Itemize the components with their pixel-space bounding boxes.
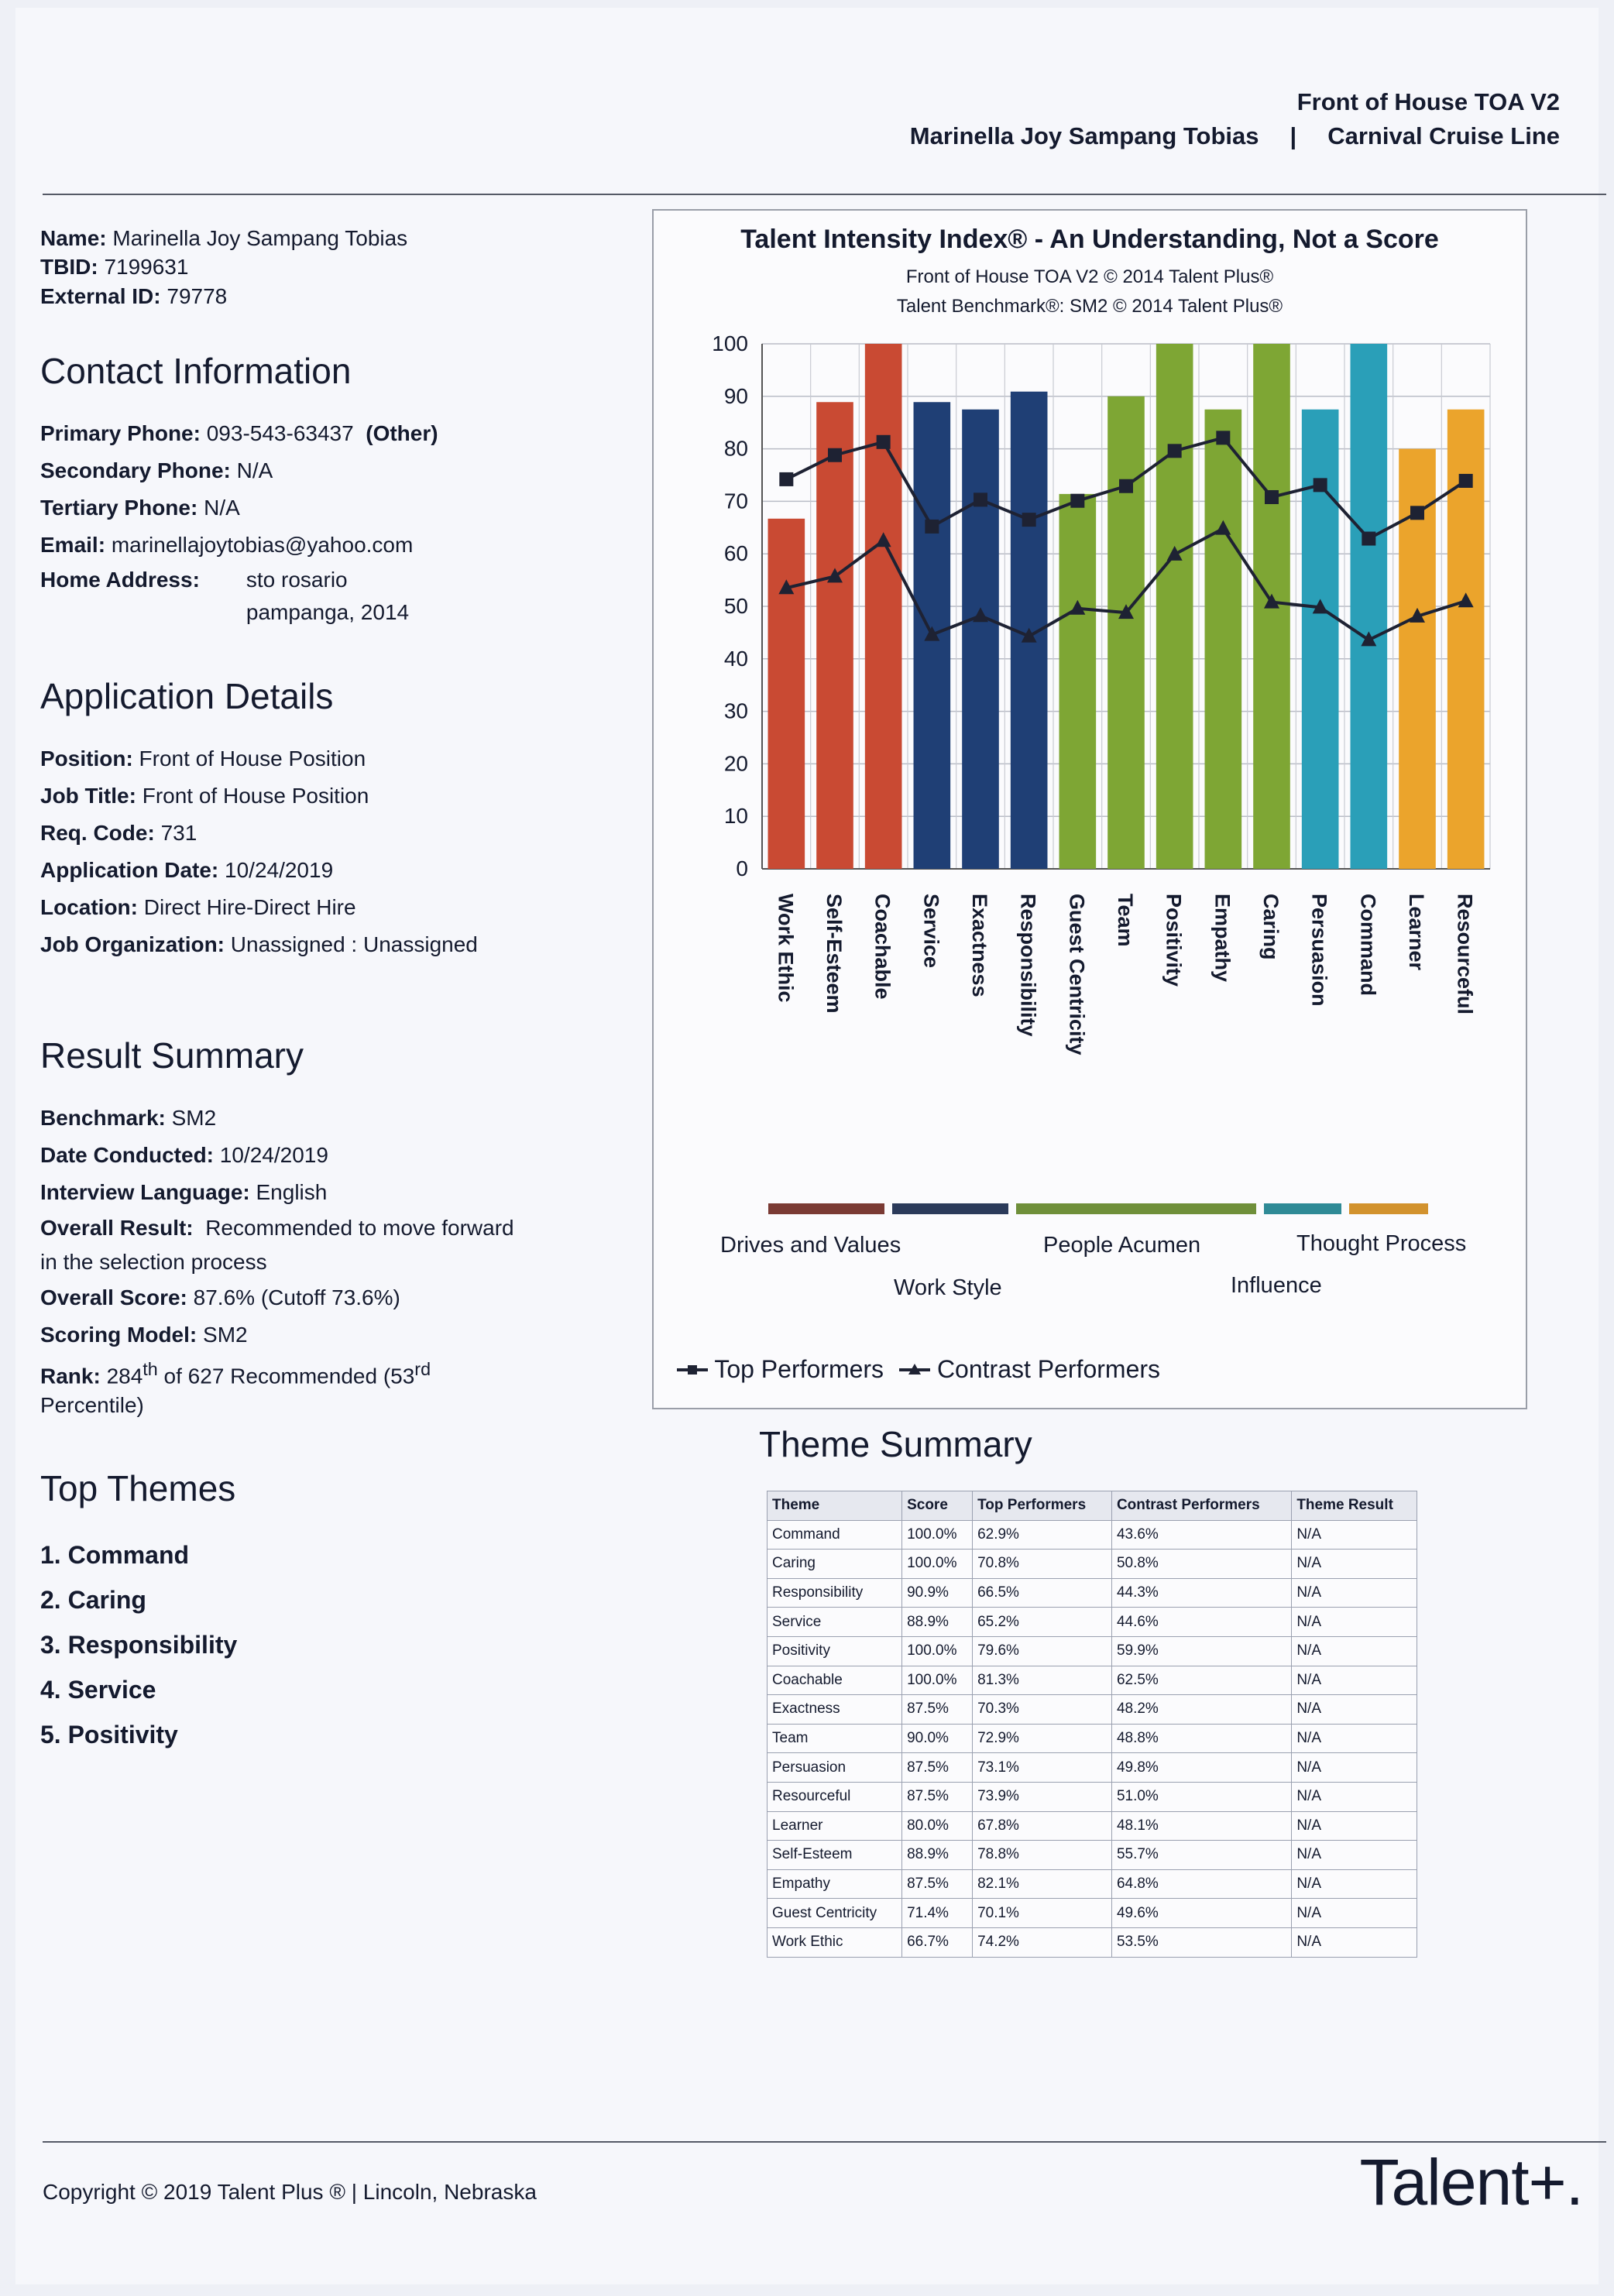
- top-performers-point: [779, 472, 793, 486]
- tertiary-phone-row: Tertiary Phone: N/A: [40, 496, 240, 520]
- table-cell: 44.3%: [1111, 1578, 1291, 1608]
- group-legend-label: Drives and Values: [720, 1233, 901, 1258]
- top-performers-point: [1265, 490, 1279, 504]
- x-tick-label: Exactness: [968, 894, 991, 997]
- top-performers-point: [1168, 444, 1182, 458]
- table-cell: Learner: [768, 1811, 902, 1841]
- company-name: Carnival Cruise Line: [1327, 122, 1560, 149]
- table-row: [768, 1724, 1417, 1753]
- table-row: [768, 1695, 1417, 1725]
- y-tick-label: 70: [723, 489, 748, 513]
- table-cell: N/A: [1292, 1753, 1417, 1783]
- candidate-name-header: Marinella Joy Sampang Tobias: [909, 122, 1259, 149]
- chart-subtitle-assessment: Front of House TOA V2 © 2014 Talent Plus®: [905, 266, 1274, 287]
- top-performers-point: [974, 492, 987, 506]
- top-theme-item: 2. Caring: [40, 1586, 146, 1615]
- chart-title: Talent Intensity Index® - An Understanding, Not a Score: [740, 225, 1439, 254]
- external-id-row: External ID: 79778: [40, 284, 228, 308]
- table-cell: Team: [768, 1724, 902, 1753]
- table-cell: N/A: [1292, 1695, 1417, 1725]
- table-cell: 55.7%: [1111, 1841, 1291, 1870]
- group-legend-bar: [892, 1203, 1008, 1214]
- top-performers-point: [1216, 431, 1230, 444]
- benchmark-row: Benchmark: SM2: [40, 1106, 217, 1130]
- footer-copyright: Copyright © 2019 Talent Plus ® | Lincoln, Nebraska: [43, 2180, 537, 2204]
- table-cell: 66.7%: [902, 1927, 973, 1957]
- bar: [768, 519, 805, 869]
- top-performers-point: [1362, 532, 1375, 546]
- table-row: [768, 1636, 1417, 1666]
- top-theme-item: 4. Service: [40, 1676, 156, 1704]
- table-cell: 87.5%: [902, 1869, 973, 1899]
- table-cell: 71.4%: [902, 1899, 973, 1928]
- table-cell: N/A: [1292, 1927, 1417, 1957]
- triangle-marker-icon: [899, 1362, 930, 1378]
- table-row: [768, 1782, 1417, 1811]
- table-cell: 100.0%: [902, 1550, 973, 1579]
- table-cell: 43.6%: [1111, 1520, 1291, 1550]
- application-date-row: Application Date: 10/24/2019: [40, 858, 334, 882]
- x-tick-label: Learner: [1405, 894, 1428, 971]
- table-cell: Work Ethic: [768, 1927, 902, 1957]
- x-tick-label: Service: [919, 894, 943, 969]
- bar: [865, 344, 902, 869]
- table-cell: 100.0%: [902, 1666, 973, 1695]
- x-tick-label: Resourceful: [1453, 894, 1477, 1015]
- group-legend-label: Thought Process: [1296, 1231, 1467, 1256]
- contact-title: Contact Information: [40, 351, 352, 391]
- bar: [1351, 344, 1388, 869]
- table-cell: Caring: [768, 1550, 902, 1579]
- table-cell: 49.8%: [1111, 1753, 1291, 1783]
- legend-contrast-performers: [899, 1355, 1160, 1384]
- name-row: Name: Marinella Joy Sampang Tobias: [40, 226, 408, 250]
- top-performers-point: [925, 520, 939, 534]
- table-header-cell: Contrast Performers: [1111, 1491, 1291, 1521]
- top-performers-point: [1070, 494, 1084, 508]
- top-themes-title: Top Themes: [40, 1468, 236, 1509]
- table-cell: 88.9%: [902, 1608, 973, 1637]
- rank-percentile: Percentile): [40, 1393, 144, 1418]
- table-header-cell: Top Performers: [973, 1491, 1112, 1521]
- table-row: [768, 1550, 1417, 1579]
- table-cell: 65.2%: [973, 1608, 1112, 1637]
- location-row: Location: Direct Hire-Direct Hire: [40, 895, 356, 919]
- date-conducted-row: Date Conducted: 10/24/2019: [40, 1143, 328, 1167]
- y-tick-label: 30: [723, 698, 748, 723]
- table-cell: 44.6%: [1111, 1608, 1291, 1637]
- table-row: [768, 1666, 1417, 1695]
- table-cell: 48.1%: [1111, 1811, 1291, 1841]
- footer-rule: [43, 2141, 1606, 2143]
- table-header-cell: Theme Result: [1292, 1491, 1417, 1521]
- table-row: [768, 1520, 1417, 1550]
- table-cell: N/A: [1292, 1666, 1417, 1695]
- header-rule: [43, 194, 1606, 195]
- table-row: [768, 1869, 1417, 1899]
- top-themes-list: [40, 1532, 613, 1757]
- talent-intensity-chart: [652, 209, 1527, 1409]
- table-cell: N/A: [1292, 1608, 1417, 1637]
- top-performers-point: [1459, 474, 1473, 488]
- table-cell: 64.8%: [1111, 1869, 1291, 1899]
- top-performers-point: [1119, 479, 1133, 493]
- top-performers-point: [1022, 513, 1036, 527]
- legend-contrast-performers-label: Contrast Performers: [936, 1355, 1161, 1383]
- table-cell: 62.5%: [1111, 1666, 1291, 1695]
- table-row: [768, 1578, 1417, 1608]
- x-tick-label: Caring: [1259, 894, 1283, 960]
- primary-phone-row: Primary Phone: 093-543-63437 (Other): [40, 421, 438, 445]
- table-row: [768, 1753, 1417, 1783]
- table-cell: 78.8%: [973, 1841, 1112, 1870]
- table-cell: Empathy: [768, 1869, 902, 1899]
- email-row: Email: marinellajoytobias@yahoo.com: [40, 533, 414, 557]
- table-cell: Resourceful: [768, 1782, 902, 1811]
- table-cell: N/A: [1292, 1636, 1417, 1666]
- chart-plot: [654, 211, 1526, 1408]
- table-cell: Positivity: [768, 1636, 902, 1666]
- table-cell: N/A: [1292, 1724, 1417, 1753]
- table-cell: 67.8%: [973, 1811, 1112, 1841]
- scoring-model-row: Scoring Model: SM2: [40, 1323, 248, 1347]
- bar: [1059, 494, 1097, 869]
- top-performers-point: [1314, 478, 1327, 492]
- table-cell: 87.5%: [902, 1782, 973, 1811]
- job-title-row: Job Title: Front of House Position: [40, 784, 369, 808]
- x-tick-label: Command: [1356, 894, 1380, 997]
- y-tick-label: 0: [736, 856, 748, 880]
- job-organization-row: Job Organization: Unassigned : Unassigned: [40, 932, 478, 956]
- application-title: Application Details: [40, 676, 334, 716]
- legend-top-performers-label: Top Performers: [714, 1355, 884, 1383]
- table-cell: N/A: [1292, 1550, 1417, 1579]
- table-header-cell: Score: [902, 1491, 973, 1521]
- language-row: Interview Language: English: [40, 1180, 328, 1204]
- chart-subtitle-benchmark: Talent Benchmark®: SM2 © 2014 Talent Plus®: [896, 296, 1283, 317]
- table-cell: 72.9%: [973, 1724, 1112, 1753]
- table-cell: 53.5%: [1111, 1927, 1291, 1957]
- table-cell: 49.6%: [1111, 1899, 1291, 1928]
- performer-legend: [677, 1355, 1160, 1384]
- top-performers-point: [828, 448, 842, 462]
- table-cell: 66.5%: [973, 1578, 1112, 1608]
- y-tick-label: 10: [723, 804, 748, 829]
- table-cell: 100.0%: [902, 1636, 973, 1666]
- result-title: Result Summary: [40, 1035, 304, 1076]
- table-cell: 50.8%: [1111, 1550, 1291, 1579]
- table-cell: 74.2%: [973, 1927, 1112, 1957]
- table-cell: 62.9%: [973, 1520, 1112, 1550]
- square-marker-icon: [677, 1362, 708, 1378]
- x-tick-label: Self-Esteem: [822, 894, 846, 1014]
- theme-summary-title: Theme Summary: [759, 1424, 1032, 1464]
- group-legend-bar: [768, 1203, 884, 1214]
- report-header: [910, 85, 1560, 153]
- x-tick-label: Responsibility: [1016, 894, 1040, 1037]
- table-cell: N/A: [1292, 1841, 1417, 1870]
- header-separator: |: [1289, 122, 1297, 149]
- table-cell: Responsibility: [768, 1578, 902, 1608]
- table-cell: 51.0%: [1111, 1782, 1291, 1811]
- table-cell: 73.1%: [973, 1753, 1112, 1783]
- table-cell: N/A: [1292, 1782, 1417, 1811]
- secondary-phone-row: Secondary Phone: N/A: [40, 458, 273, 482]
- bar: [816, 402, 853, 869]
- bar: [1156, 344, 1193, 869]
- y-tick-label: 50: [723, 594, 748, 618]
- table-cell: 70.3%: [973, 1695, 1112, 1725]
- table-cell: Command: [768, 1520, 902, 1550]
- y-tick-label: 80: [723, 436, 748, 461]
- x-tick-label: Persuasion: [1307, 894, 1331, 1007]
- group-legend-label: Work Style: [894, 1275, 1002, 1300]
- y-tick-label: 100: [712, 331, 748, 355]
- address-row: Home Address: sto rosario pampanga, 2014: [40, 568, 410, 624]
- legend-top-performers: [677, 1355, 884, 1384]
- x-tick-label: Positivity: [1162, 894, 1186, 987]
- table-cell: 81.3%: [973, 1666, 1112, 1695]
- table-cell: 48.2%: [1111, 1695, 1291, 1725]
- top-theme-item: 3. Responsibility: [40, 1631, 238, 1659]
- x-tick-label: Coachable: [871, 894, 895, 1000]
- y-tick-label: 20: [723, 751, 748, 776]
- table-cell: N/A: [1292, 1578, 1417, 1608]
- top-performers-point: [877, 435, 891, 449]
- position-row: Position: Front of House Position: [40, 746, 366, 770]
- table-row: [768, 1899, 1417, 1928]
- y-tick-label: 40: [723, 646, 748, 671]
- table-cell: N/A: [1292, 1899, 1417, 1928]
- group-legend-label: People Acumen: [1043, 1233, 1201, 1258]
- table-cell: 70.8%: [973, 1550, 1112, 1579]
- table-cell: 87.5%: [902, 1695, 973, 1725]
- table-cell: 90.9%: [902, 1578, 973, 1608]
- overall-result-row: Overall Result: Recommended to move forward in the selection process: [40, 1216, 514, 1274]
- candidate-details: [40, 225, 613, 1757]
- tbid-row: TBID: 7199631: [40, 255, 189, 279]
- table-cell: Guest Centricity: [768, 1899, 902, 1928]
- top-theme-item: 5. Positivity: [40, 1721, 178, 1749]
- table-cell: 87.5%: [902, 1753, 973, 1783]
- table-row: [768, 1608, 1417, 1637]
- table-cell: N/A: [1292, 1811, 1417, 1841]
- table-cell: Service: [768, 1608, 902, 1637]
- table-cell: 59.9%: [1111, 1636, 1291, 1666]
- table-cell: Self-Esteem: [768, 1841, 902, 1870]
- top-theme-item: 1. Command: [40, 1541, 190, 1570]
- x-tick-label: Guest Centricity: [1065, 894, 1089, 1055]
- table-cell: 80.0%: [902, 1811, 973, 1841]
- table-cell: Exactness: [768, 1695, 902, 1725]
- group-legend-bar: [1264, 1203, 1341, 1214]
- assessment-name: Front of House TOA V2: [1296, 88, 1560, 115]
- table-cell: 79.6%: [973, 1636, 1112, 1666]
- table-cell: N/A: [1292, 1869, 1417, 1899]
- table-row: [768, 1927, 1417, 1957]
- y-tick-label: 60: [723, 541, 748, 566]
- overall-score-row: Overall Score: 87.6% (Cutoff 73.6%): [40, 1285, 400, 1309]
- rank-row: Rank: 284th of 627 Recommended (53rd: [40, 1359, 431, 1388]
- theme-summary-table: [767, 1491, 1417, 1958]
- table-cell: Persuasion: [768, 1753, 902, 1783]
- x-tick-label: Team: [1114, 894, 1137, 947]
- group-legend-bar: [1349, 1203, 1428, 1214]
- table-cell: 48.8%: [1111, 1724, 1291, 1753]
- top-performers-point: [1410, 506, 1424, 520]
- table-header-cell: Theme: [768, 1491, 902, 1521]
- table-cell: 73.9%: [973, 1782, 1112, 1811]
- theme-summary-header-row: [768, 1491, 1417, 1521]
- x-tick-label: Work Ethic: [774, 894, 798, 1003]
- bar: [1107, 396, 1145, 869]
- bar: [962, 410, 999, 869]
- y-tick-label: 90: [723, 383, 748, 408]
- x-tick-label: Empathy: [1210, 894, 1235, 983]
- table-row: [768, 1811, 1417, 1841]
- table-row: [768, 1841, 1417, 1870]
- table-cell: 82.1%: [973, 1869, 1112, 1899]
- talent-plus-logo: Talent+.: [1359, 2146, 1583, 2219]
- table-cell: 70.1%: [973, 1899, 1112, 1928]
- group-legend-bar: [1016, 1203, 1256, 1214]
- group-legend-label: Influence: [1231, 1273, 1322, 1298]
- bar: [1205, 410, 1242, 869]
- table-cell: N/A: [1292, 1520, 1417, 1550]
- table-cell: 88.9%: [902, 1841, 973, 1870]
- table-cell: 100.0%: [902, 1520, 973, 1550]
- table-cell: Coachable: [768, 1666, 902, 1695]
- table-cell: 90.0%: [902, 1724, 973, 1753]
- req-code-row: Req. Code: 731: [40, 821, 197, 845]
